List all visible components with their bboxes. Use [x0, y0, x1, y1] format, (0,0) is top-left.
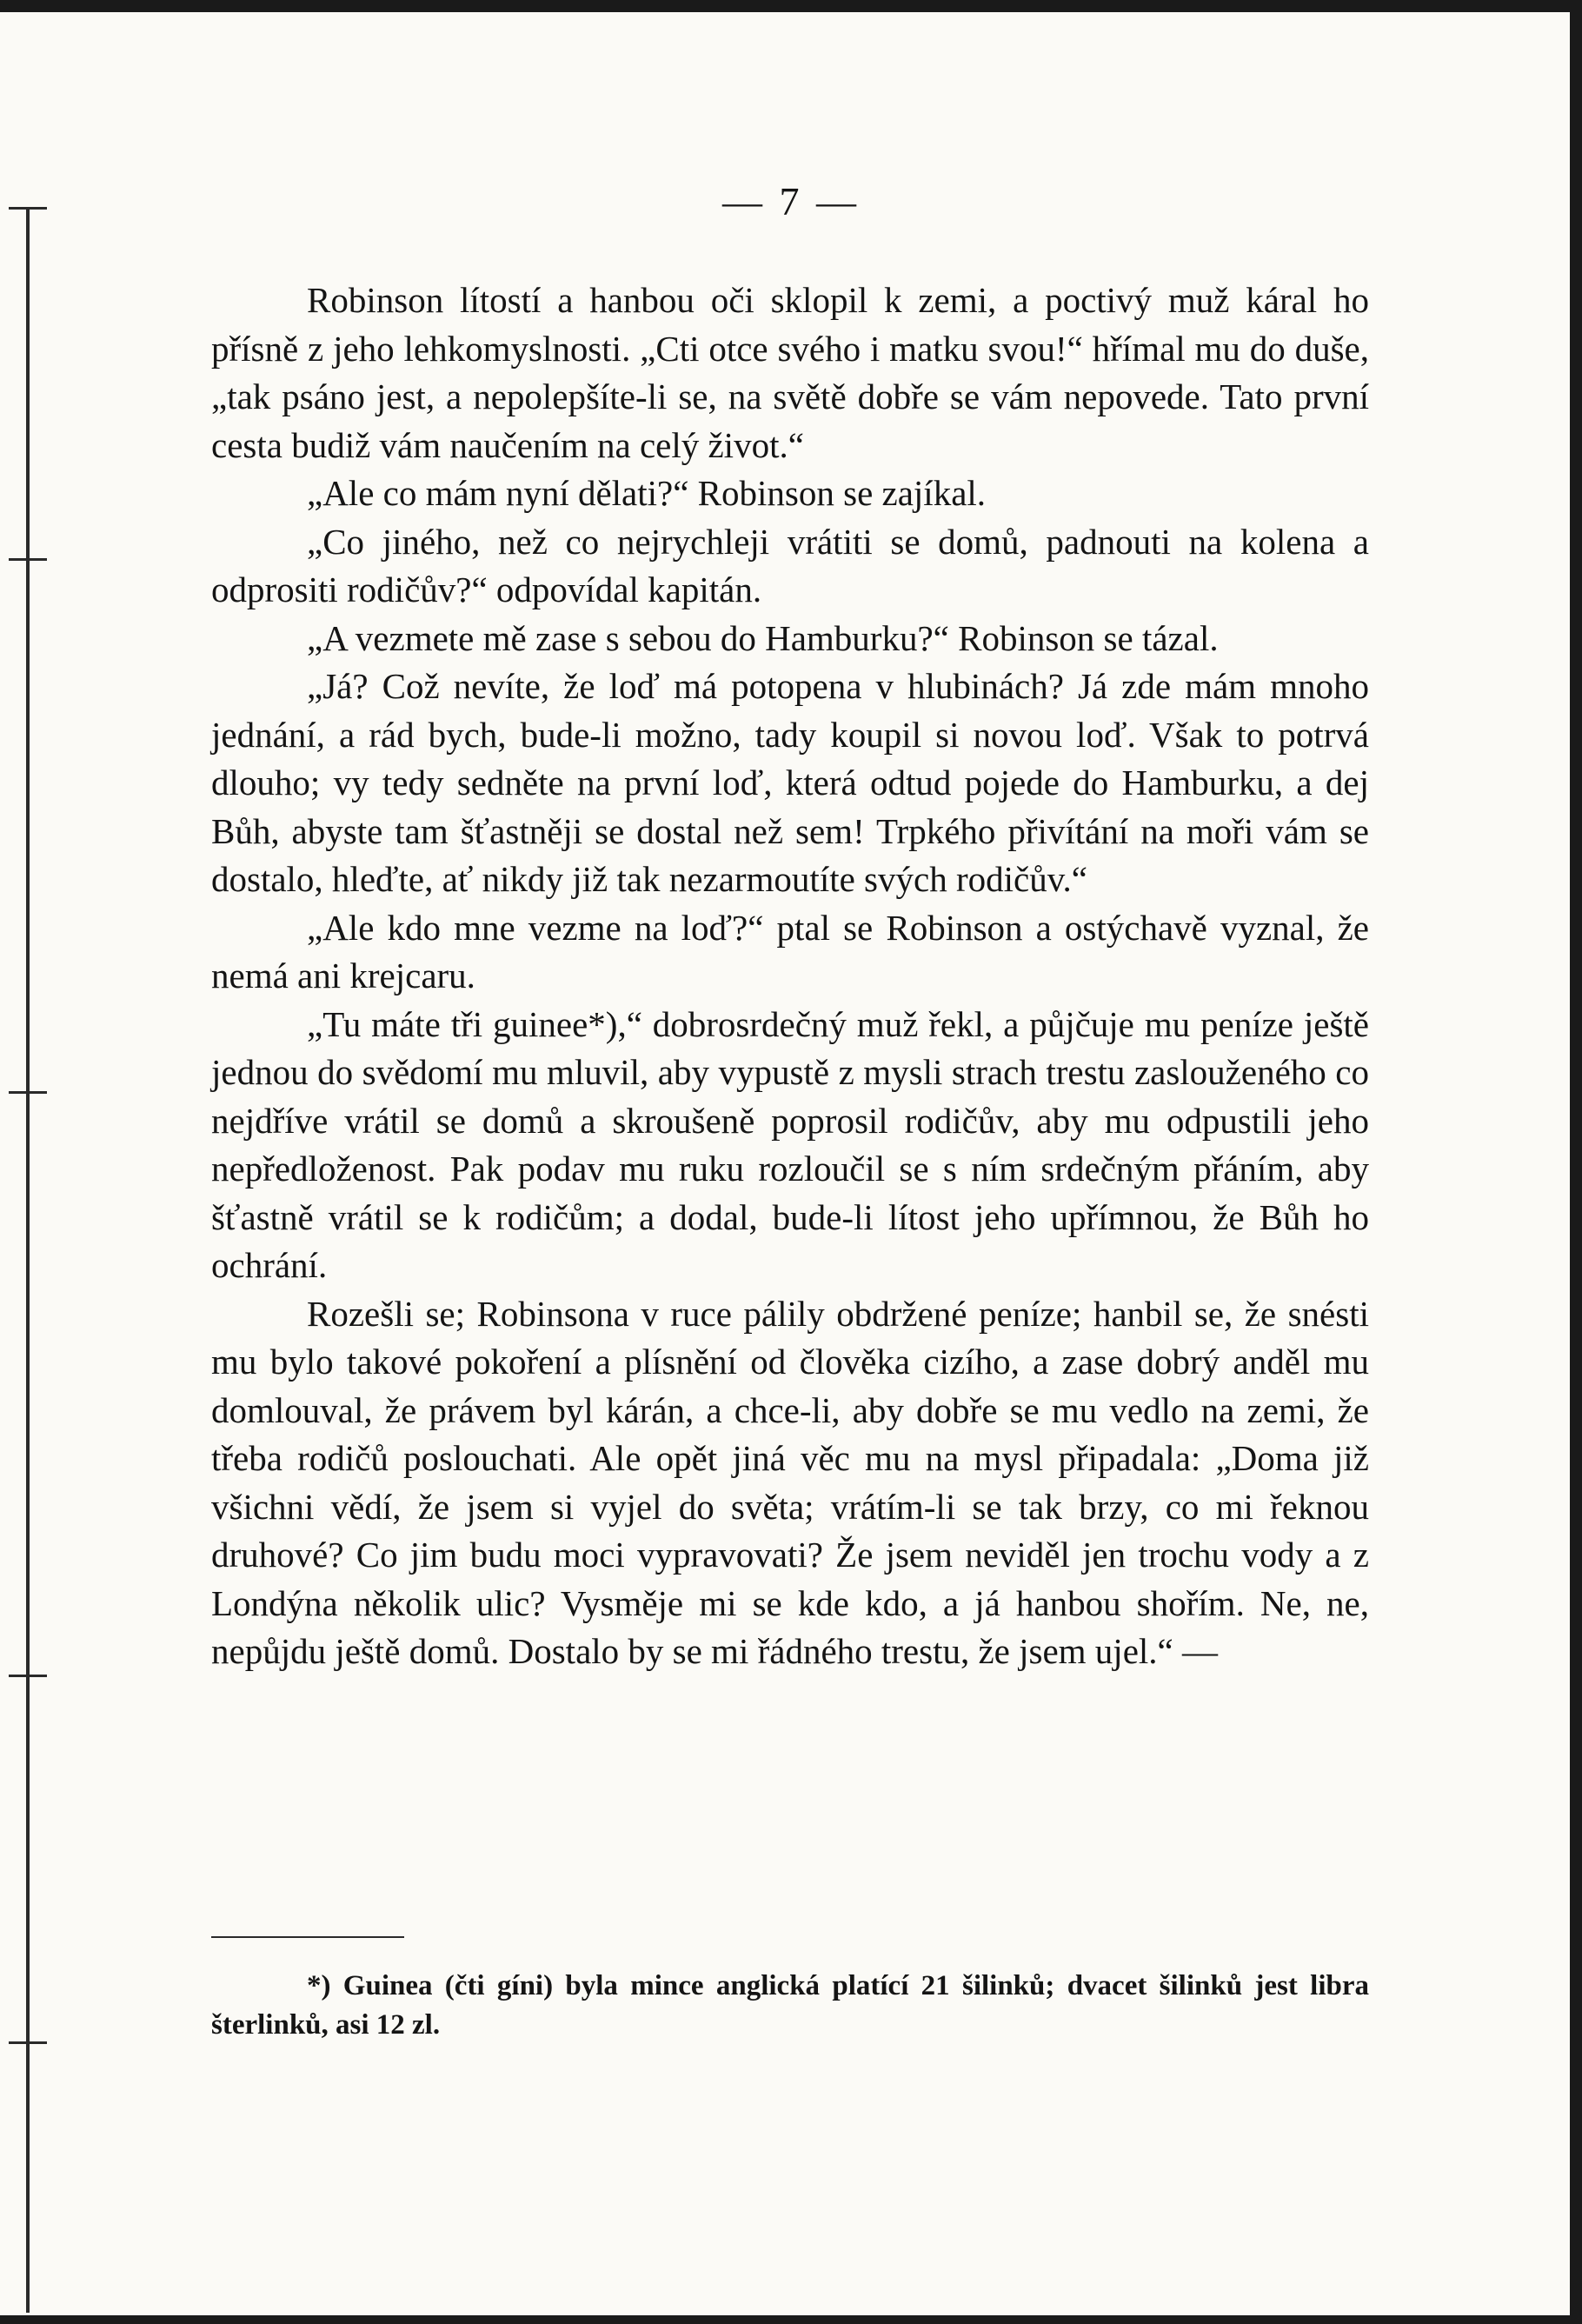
- binding-gutter-tick: [9, 558, 47, 561]
- paragraph: Robinson lítostí a hanbou oči sklopil k zemi, a poctivý muž káral ho přísně z jeho lehkomyslnosti. „Cti otce svého i matku svou!“ hřímal mu do duše, „tak psáno jest, a nepolepšíte-li se, na světě dobře se vám nepovede. Tato první cesta budiž vám naučením na celý život.“: [211, 280, 1369, 465]
- paragraph: „A vezmete mě zase s sebou do Hamburku?“ Robinson se tázal.: [307, 617, 1219, 658]
- paragraph: „Já? Což nevíte, že loď má potopena v hlubinách? Já zde mám mnoho jednání, a rád bych, bude-li možno, tady koupil si novou loď. Však to potrvá dlouho; vy tedy sedněte na první loď, která odtud pojede do Hamburku, a dej Bůh, abyste tam šťastněji se dostal než sem! Trpkého přivítání na moři vám se dostalo, hleďte, ať nikdy již tak nezarmoutíte svých rodičův.“: [211, 666, 1369, 899]
- binding-gutter-line: [26, 209, 30, 2313]
- footnote-divider: [211, 1936, 404, 1938]
- binding-gutter-tick: [9, 1675, 47, 1677]
- body-text: [211, 276, 1369, 1676]
- paragraph: „Tu máte tři guinee*),“ dobrosrdečný muž řekl, a půjčuje mu peníze ještě jednou do svědomí mu mluvil, aby vypustě z mysli strach trestu zaslouženého co nejdříve vrátil se domů a skroušeně poprosil rodičův, aby mu odpustili jeho nepředloženost. Pak podav mu ruku rozloučil se s ním srdečným přáním, aby šťastně vrátil se k rodičům; a dodal, bude-li lítost jeho upřímnou, že Bůh ho ochrání.: [211, 1003, 1369, 1285]
- binding-gutter-tick: [9, 2041, 47, 2044]
- scan-edge-top: [0, 0, 1582, 12]
- paragraph: „Ale kdo mne vezme na loď?“ ptal se Robinson a ostýchavě vyznal, že nemá ani krejcaru.: [211, 907, 1369, 996]
- paragraph: „Co jiného, než co nejrychleji vrátiti se domů, padnouti na kolena a odprositi rodičův?“ odpovídal kapitán.: [211, 521, 1369, 609]
- footnote: [211, 1967, 1369, 2045]
- paragraph: Rozešli se; Robinsona v ruce pálily obdržené peníze; hanbil se, že snésti mu bylo takové pokoření a plísnění od člověka cizího, a zase dobrý anděl mu domlouval, že právem byl kárán, a chce-li, aby dobře se mu vedlo na zemi, že třeba rodičů poslouchati. Ale opět jiná věc mu na mysl připadala: „Doma již všichni vědí, že jsem si vyjel do světa; vrátím-li se tak brzy, co mi řeknou druhové? Co jim budu moci vypravovati? Že jsem neviděl jen trochu vody a z Londýna několik ulic? Vysměje mi se kde kdo, a já hanbou shořím. Ne, ne, nepůjdu ještě domů. Dostalo by se mi řádného trestu, že jsem ujel.“ —: [211, 1293, 1369, 1671]
- scan-edge-right: [1570, 0, 1582, 2324]
- footnote-text: *) Guinea (čti gíni) byla mince anglická platící 21 šilinků; dvacet šilinků jest libra šterlinků, asi 12 zl.: [211, 1970, 1369, 2041]
- page-number: — 7 —: [722, 179, 860, 223]
- paragraph: „Ale co mám nyní dělati?“ Robinson se zajíkal.: [307, 473, 987, 513]
- binding-gutter-tick: [9, 1091, 47, 1094]
- scan-edge-bottom: [0, 2315, 1582, 2324]
